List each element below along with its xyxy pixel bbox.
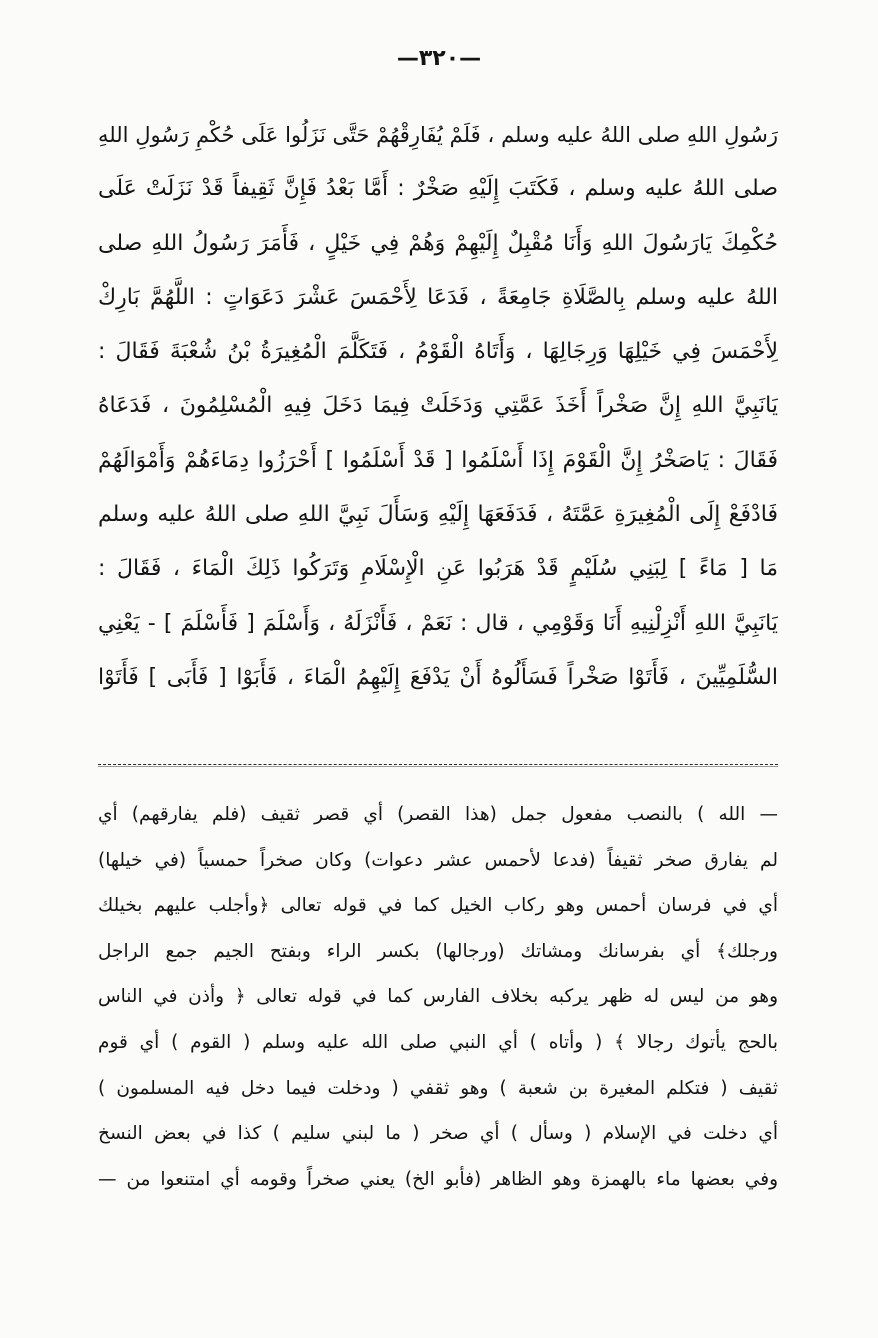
main-text-line: يَانَبِيَّ اللهِ أَنْزِلْنِيهِ أَنَا وَقَوْمِي ، قال : نَعَمْ ، فَأَنْزَلَهُ ، وَأَسْلَمَ [ فَأَسْلَمَ ] - يَعْنِي: [98, 610, 778, 636]
commentary-line: لم يفارق صخر ثقيفاً (فدعا لأحمس عشر دعوات) وكان صخراً حمسياً (في خيلها): [98, 849, 778, 871]
footnote-separator-rule: [98, 766, 778, 767]
commentary-block: [98, 792, 778, 1202]
footnote-separator: [98, 764, 778, 765]
page-number: —٣٢٠—: [396, 46, 482, 71]
main-text-line: يَانَبِيَّ اللهِ إِنَّ صَخْراً أَخَذَ عَمَّتِي وَدَخَلَتْ فِيمَا دَخَلَ فِيهِ الْمُسْلِمُونَ ، فَدَعَاهُ: [98, 393, 778, 419]
main-text-block: [98, 108, 778, 705]
main-text-line: لِأَحْمَسَ فِي خَيْلِهَا وَرِجَالِهَا ، وَأَتَاهُ الْقَوْمُ ، فَتَكَلَّمَ الْمُغِيرَةُ بْنُ شُعْبَةَ فَقَالَ :: [98, 339, 778, 365]
commentary-line: وهو من ليس له ظهر يركبه بخلاف الفارس كما في قوله تعالى ﴿ وأذن في الناس: [98, 986, 778, 1008]
commentary-line: ورجلك﴾ أي بفرسانك ومشاتك (ورجالها) بكسر الراء وبفتح الجيم جمع الراجل: [98, 940, 778, 962]
main-text-line: فَقَالَ : يَاصَخْرُ إِنَّ الْقَوْمَ إِذَا أَسْلَمُوا [ قَدْ أَسْلَمُوا ] أَحْرَزُوا دِمَاءَهُمْ وَأَمْوَالَهُمْ: [98, 447, 778, 473]
main-text-line: رَسُولِ اللهِ صلى اللهُ عليه وسلم ، فَلَمْ يُفَارِقْهُمْ حَتَّى نَزَلُوا عَلَى حُكْمِ رَسُولِ اللهِ: [98, 123, 778, 147]
commentary-line: ثقيف ( فتكلم المغيرة بن شعبة ) وهو ثقفي ( ودخلت فيما دخل فيه المسلمون ): [98, 1077, 778, 1099]
commentary-line: — الله ) بالنصب مفعول جمل (هذا القصر) أي قصر ثقيف (فلم يفارقهم) أي: [98, 804, 778, 825]
commentary-line: أي دخلت في الإسلام ( وسأل ) أي صخر ( ما لبني سليم ) كذا في بعض النسخ: [98, 1123, 778, 1145]
commentary-line: وفي بعضها ماء بالهمزة وهو الظاهر (فأبو الخ) يعني صخراً وقومه أي امتنعوا من —: [98, 1168, 778, 1190]
main-text-line: السُّلَمِيِّينَ ، فَأَتَوْا صَخْراً فَسَأَلُوهُ أَنْ يَدْفَعَ إِلَيْهِمُ الْمَاءَ ، فَأَبَوْا [ فَأَبَى ] فَأَتَوْا: [98, 664, 778, 690]
main-text-line: فَادْفَعْ إِلَى الْمُغِيرَةِ عَمَّتَهُ ، فَدَفَعَهَا إِلَيْهِ وَسَأَلَ نَبِيَّ اللهِ صلى اللهُ عليه وسلم: [98, 502, 778, 528]
main-text-line: حُكْمِكَ يَارَسُولَ اللهِ وَأَنَا مُقْبِلٌ إِلَيْهِمْ وَهُمْ فِي خَيْلٍ ، فَأَمَرَ رَسُولُ اللهِ صلى: [98, 230, 778, 256]
main-text-line: اللهُ عليه وسلم بِالصَّلَاةِ جَامِعَةً ، فَدَعَا لِأَحْمَسَ عَشْرَ دَعَوَاتٍ : اللَّهُمَّ بَارِكْ: [98, 284, 778, 310]
commentary-line: بالحج يأتوك رجالا ﴾ ( وأتاه ) أي النبي صلى الله عليه وسلم ( القوم ) أي قوم: [98, 1031, 778, 1053]
main-text-line: مَا [ مَاءً ] لِبَنِي سُلَيْمٍ قَدْ هَرَبُوا عَنِ الْإِسْلَامِ وَتَرَكُوا ذَلِكَ الْمَاءَ ، فَقَالَ :: [98, 556, 778, 582]
main-text-line: صلى اللهُ عليه وسلم ، فَكَتَبَ إِلَيْهِ صَخْرٌ : أَمَّا بَعْدُ فَإِنَّ ثَقِيفاً قَدْ نَزَلَتْ عَلَى: [98, 176, 778, 202]
commentary-line: أي في فرسان أحمس وهو ركاب الخيل كما في قوله تعالى ﴿وأجلب عليهم بخيلك: [98, 895, 778, 917]
